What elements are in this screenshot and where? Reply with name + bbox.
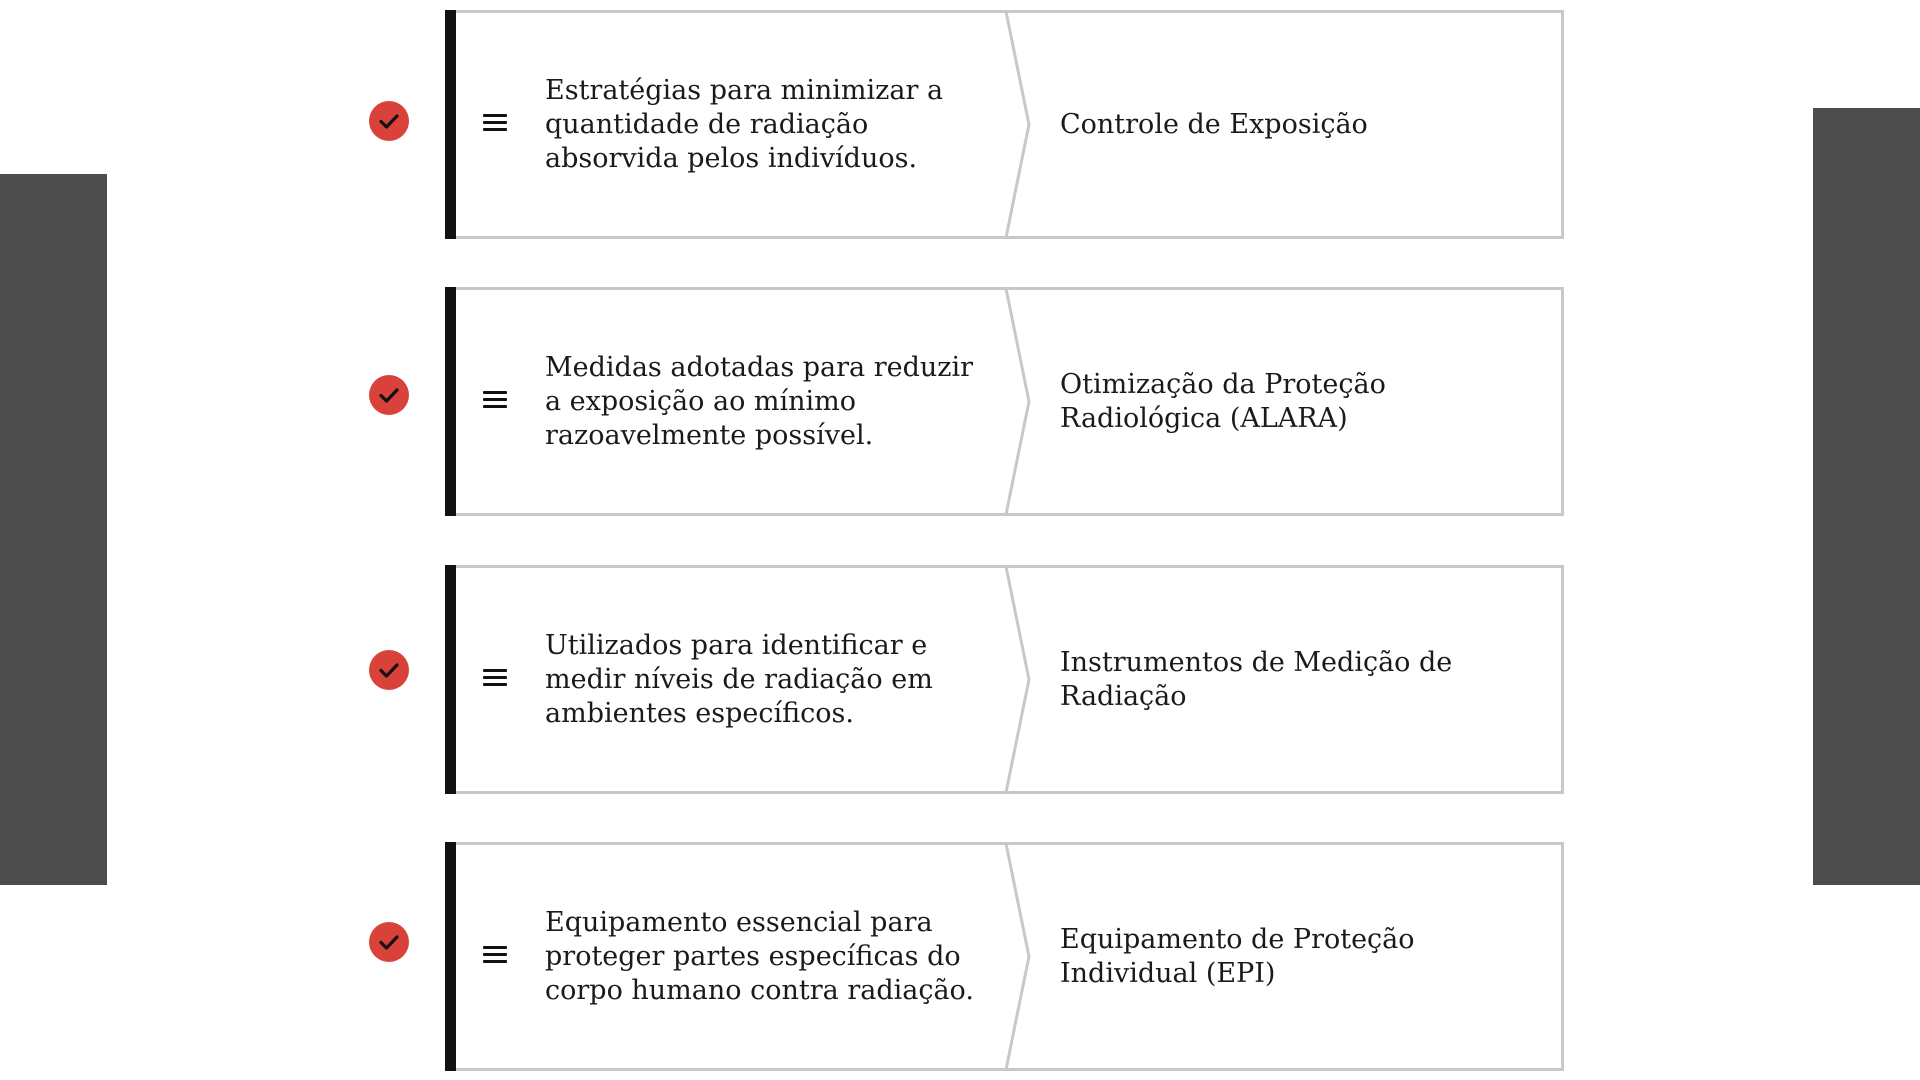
match-card[interactable] bbox=[445, 287, 1564, 516]
match-card[interactable] bbox=[445, 842, 1564, 1071]
drag-handle-icon[interactable] bbox=[483, 942, 509, 968]
drag-handle-icon[interactable] bbox=[483, 387, 509, 413]
match-card[interactable] bbox=[445, 565, 1564, 794]
answer-option[interactable]: Equipamento de Proteção Individual (EPI) bbox=[1060, 923, 1415, 989]
drag-handle-icon[interactable] bbox=[483, 665, 509, 691]
check-circle-icon bbox=[369, 101, 409, 141]
check-circle-icon bbox=[369, 650, 409, 690]
item-description: Utilizados para identificar e medir níveis de radiação em ambientes específicos. bbox=[545, 629, 933, 729]
check-circle-icon bbox=[369, 375, 409, 415]
answer-option[interactable]: Otimização da Proteção Radiológica (ALARA) bbox=[1060, 368, 1386, 434]
item-description: Equipamento essencial para proteger partes específicas do corpo humano contra radiação. bbox=[545, 906, 974, 1006]
match-row bbox=[0, 287, 1920, 516]
item-description: Medidas adotadas para reduzir a exposição ao mínimo razoavelmente possível. bbox=[545, 351, 974, 451]
drag-handle-icon[interactable] bbox=[483, 110, 509, 136]
item-description: Estratégias para minimizar a quantidade de radiação absorvida pelos indivíduos. bbox=[545, 74, 944, 174]
match-row bbox=[0, 10, 1920, 239]
check-circle-icon bbox=[369, 922, 409, 962]
answer-option[interactable]: Controle de Exposição bbox=[1060, 108, 1368, 140]
answer-option[interactable]: Instrumentos de Medição de Radiação bbox=[1060, 646, 1453, 712]
match-card[interactable] bbox=[445, 10, 1564, 239]
match-row bbox=[0, 842, 1920, 1071]
match-row bbox=[0, 565, 1920, 794]
